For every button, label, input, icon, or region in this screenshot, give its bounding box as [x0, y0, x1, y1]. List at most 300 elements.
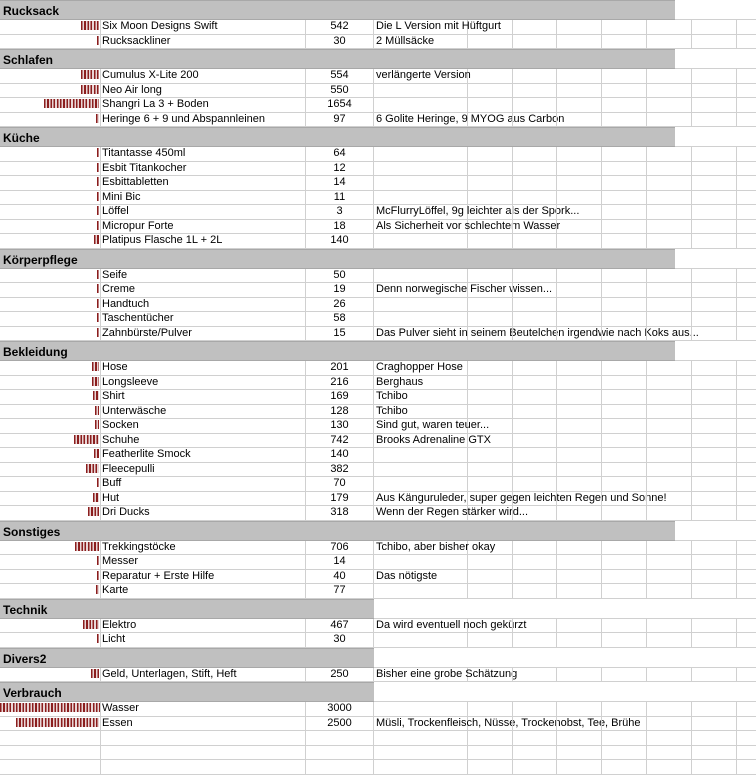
- item-name-cell[interactable]: Zahnbürste/Pulver: [101, 327, 306, 341]
- empty-cell[interactable]: [647, 361, 692, 375]
- empty-cell[interactable]: [737, 98, 756, 112]
- empty-cell[interactable]: [513, 419, 557, 433]
- weight-bar-cell[interactable]: [0, 234, 101, 248]
- item-note-cell[interactable]: Das nötigste: [374, 570, 468, 584]
- empty-cell[interactable]: [647, 376, 692, 390]
- empty-cell[interactable]: [513, 327, 557, 341]
- empty-cell[interactable]: [468, 760, 513, 774]
- empty-cell[interactable]: [692, 555, 737, 569]
- empty-cell[interactable]: [557, 668, 602, 682]
- empty-cell[interactable]: [513, 191, 557, 205]
- item-note-cell[interactable]: Tchibo, aber bisher okay: [376, 540, 496, 553]
- item-name-cell[interactable]: Platipus Flasche 1L + 2L: [101, 234, 306, 248]
- weight-bar-cell[interactable]: [0, 506, 101, 520]
- empty-cell[interactable]: [647, 619, 692, 633]
- item-note-cell[interactable]: Brooks Adrenaline GTX: [376, 433, 491, 446]
- empty-cell[interactable]: [692, 731, 737, 745]
- empty-cell[interactable]: [737, 234, 756, 248]
- empty-cell[interactable]: [557, 731, 602, 745]
- weight-bar-cell[interactable]: [0, 312, 101, 326]
- empty-cell[interactable]: [557, 361, 602, 375]
- empty-cell[interactable]: [557, 69, 602, 83]
- empty-cell[interactable]: [513, 147, 557, 161]
- item-note-cell[interactable]: [374, 191, 468, 205]
- weight-bar-cell[interactable]: [0, 419, 101, 433]
- item-note-cell[interactable]: Das Pulver sieht in seinem Beutelchen irgendwie nach Koks aus...: [376, 326, 699, 339]
- weight-bar-cell[interactable]: [0, 283, 101, 297]
- item-name-cell[interactable]: Six Moon Designs Swift: [101, 20, 306, 34]
- empty-cell[interactable]: [737, 376, 756, 390]
- item-name-cell[interactable]: Shirt: [101, 390, 306, 404]
- empty-cell[interactable]: [306, 731, 374, 745]
- empty-cell[interactable]: [692, 312, 737, 326]
- empty-cell[interactable]: [692, 668, 737, 682]
- item-name-cell[interactable]: Hut: [101, 492, 306, 506]
- item-note-cell[interactable]: verlängerte Version: [376, 69, 471, 81]
- empty-cell[interactable]: [557, 633, 602, 647]
- empty-cell[interactable]: [557, 717, 602, 731]
- weight-bar-cell[interactable]: [0, 205, 101, 219]
- empty-cell[interactable]: [468, 419, 513, 433]
- empty-cell[interactable]: [513, 717, 557, 731]
- empty-cell[interactable]: [602, 506, 647, 520]
- item-weight-cell[interactable]: 201: [306, 361, 374, 375]
- section-title[interactable]: Küche: [0, 127, 675, 147]
- empty-cell[interactable]: [647, 570, 692, 584]
- empty-cell[interactable]: [647, 220, 692, 234]
- empty-cell[interactable]: [557, 312, 602, 326]
- empty-cell[interactable]: [513, 361, 557, 375]
- empty-cell[interactable]: [468, 506, 513, 520]
- empty-cell[interactable]: [513, 506, 557, 520]
- item-name-cell[interactable]: Seife: [101, 269, 306, 283]
- weight-bar-cell[interactable]: [0, 390, 101, 404]
- empty-cell[interactable]: [647, 205, 692, 219]
- item-weight-cell[interactable]: 19: [306, 283, 374, 297]
- empty-cell[interactable]: [557, 20, 602, 34]
- item-weight-cell[interactable]: 14: [306, 176, 374, 190]
- item-weight-cell[interactable]: 77: [306, 584, 374, 598]
- empty-cell[interactable]: [737, 506, 756, 520]
- empty-cell[interactable]: [557, 584, 602, 598]
- item-note-cell[interactable]: [374, 448, 468, 462]
- empty-cell[interactable]: [557, 702, 602, 716]
- item-name-cell[interactable]: Messer: [101, 555, 306, 569]
- empty-cell[interactable]: [737, 434, 756, 448]
- empty-cell[interactable]: [692, 234, 737, 248]
- empty-cell[interactable]: [306, 760, 374, 774]
- item-weight-cell[interactable]: 216: [306, 376, 374, 390]
- empty-cell[interactable]: [647, 176, 692, 190]
- empty-cell[interactable]: [692, 702, 737, 716]
- empty-cell[interactable]: [557, 405, 602, 419]
- empty-cell[interactable]: [737, 619, 756, 633]
- item-weight-cell[interactable]: 318: [306, 506, 374, 520]
- empty-cell[interactable]: [692, 746, 737, 760]
- empty-cell[interactable]: [468, 312, 513, 326]
- weight-bar-cell[interactable]: [0, 492, 101, 506]
- empty-cell[interactable]: [647, 84, 692, 98]
- item-note-cell[interactable]: Da wird eventuell noch gekürzt: [376, 618, 527, 631]
- weight-bar-cell[interactable]: [0, 35, 101, 49]
- empty-cell[interactable]: [602, 361, 647, 375]
- weight-bar-cell[interactable]: [0, 633, 101, 647]
- empty-cell[interactable]: [513, 619, 557, 633]
- weight-bar-cell[interactable]: [0, 191, 101, 205]
- item-note-cell[interactable]: [374, 584, 468, 598]
- item-weight-cell[interactable]: 706: [306, 541, 374, 555]
- item-name-cell[interactable]: Titantasse 450ml: [101, 147, 306, 161]
- empty-cell[interactable]: [647, 702, 692, 716]
- empty-cell[interactable]: [513, 113, 557, 127]
- empty-cell[interactable]: [647, 234, 692, 248]
- item-name-cell[interactable]: Cumulus X-Lite 200: [101, 69, 306, 83]
- item-name-cell[interactable]: Taschentücher: [101, 312, 306, 326]
- item-name-cell[interactable]: Unterwäsche: [101, 405, 306, 419]
- item-weight-cell[interactable]: 140: [306, 234, 374, 248]
- item-name-cell[interactable]: Wasser: [101, 702, 306, 716]
- empty-cell[interactable]: [468, 283, 513, 297]
- empty-cell[interactable]: [468, 731, 513, 745]
- item-note-cell[interactable]: McFlurryLöffel, 9g leichter als der Spork...: [376, 205, 580, 217]
- empty-cell[interactable]: [602, 633, 647, 647]
- empty-cell[interactable]: [513, 298, 557, 312]
- empty-cell[interactable]: [468, 113, 513, 127]
- empty-cell[interactable]: [602, 463, 647, 477]
- empty-cell[interactable]: [692, 191, 737, 205]
- item-note-cell[interactable]: Berghaus: [374, 376, 468, 390]
- section-title[interactable]: Verbrauch: [0, 682, 374, 702]
- empty-cell[interactable]: [557, 448, 602, 462]
- weight-bar-cell[interactable]: [0, 327, 101, 341]
- empty-cell[interactable]: [468, 69, 513, 83]
- empty-cell[interactable]: [602, 147, 647, 161]
- empty-cell[interactable]: [306, 746, 374, 760]
- item-name-cell[interactable]: Elektro: [101, 619, 306, 633]
- empty-cell[interactable]: [647, 298, 692, 312]
- empty-cell[interactable]: [737, 361, 756, 375]
- empty-cell[interactable]: [737, 541, 756, 555]
- weight-bar-cell[interactable]: [0, 619, 101, 633]
- empty-cell[interactable]: [692, 283, 737, 297]
- empty-cell[interactable]: [513, 731, 557, 745]
- empty-cell[interactable]: [101, 731, 306, 745]
- empty-cell[interactable]: [468, 448, 513, 462]
- empty-cell[interactable]: [692, 492, 737, 506]
- empty-cell[interactable]: [737, 298, 756, 312]
- empty-cell[interactable]: [647, 283, 692, 297]
- empty-cell[interactable]: [602, 205, 647, 219]
- empty-cell[interactable]: [468, 269, 513, 283]
- item-name-cell[interactable]: Schuhe: [101, 434, 306, 448]
- empty-cell[interactable]: [602, 405, 647, 419]
- item-weight-cell[interactable]: 554: [306, 69, 374, 83]
- section-title[interactable]: Schlafen: [0, 49, 675, 69]
- section-title[interactable]: Körperpflege: [0, 249, 675, 269]
- empty-cell[interactable]: [737, 405, 756, 419]
- item-weight-cell[interactable]: 250: [306, 668, 374, 682]
- item-name-cell[interactable]: Trekkingstöcke: [101, 541, 306, 555]
- empty-cell[interactable]: [513, 312, 557, 326]
- item-name-cell[interactable]: Reparatur + Erste Hilfe: [101, 570, 306, 584]
- item-note-cell[interactable]: [374, 633, 468, 647]
- weight-bar-cell[interactable]: [0, 361, 101, 375]
- empty-cell[interactable]: [692, 619, 737, 633]
- empty-cell[interactable]: [737, 448, 756, 462]
- empty-cell[interactable]: [513, 746, 557, 760]
- empty-cell[interactable]: [602, 84, 647, 98]
- empty-cell[interactable]: [468, 541, 513, 555]
- item-note-cell[interactable]: [374, 463, 468, 477]
- empty-cell[interactable]: [602, 477, 647, 491]
- empty-cell[interactable]: [692, 390, 737, 404]
- empty-cell[interactable]: [468, 405, 513, 419]
- item-name-cell[interactable]: Buff: [101, 477, 306, 491]
- empty-cell[interactable]: [468, 492, 513, 506]
- empty-cell[interactable]: [374, 746, 468, 760]
- weight-bar-cell[interactable]: [0, 702, 101, 716]
- empty-cell[interactable]: [602, 234, 647, 248]
- item-weight-cell[interactable]: 97: [306, 113, 374, 127]
- empty-cell[interactable]: [0, 746, 101, 760]
- empty-cell[interactable]: [647, 327, 692, 341]
- empty-cell[interactable]: [737, 668, 756, 682]
- empty-cell[interactable]: [468, 717, 513, 731]
- empty-cell[interactable]: [647, 492, 692, 506]
- section-title[interactable]: Divers2: [0, 648, 374, 668]
- empty-cell[interactable]: [557, 506, 602, 520]
- empty-cell[interactable]: [647, 633, 692, 647]
- empty-cell[interactable]: [468, 205, 513, 219]
- empty-cell[interactable]: [513, 434, 557, 448]
- empty-cell[interactable]: [513, 405, 557, 419]
- empty-cell[interactable]: [692, 69, 737, 83]
- weight-bar-cell[interactable]: [0, 570, 101, 584]
- empty-cell[interactable]: [737, 477, 756, 491]
- item-name-cell[interactable]: Neo Air long: [101, 84, 306, 98]
- item-weight-cell[interactable]: 382: [306, 463, 374, 477]
- item-name-cell[interactable]: Longsleeve: [101, 376, 306, 390]
- section-title[interactable]: Technik: [0, 599, 374, 619]
- item-note-cell[interactable]: [374, 269, 468, 283]
- empty-cell[interactable]: [692, 20, 737, 34]
- empty-cell[interactable]: [647, 35, 692, 49]
- item-name-cell[interactable]: Fleecepulli: [101, 463, 306, 477]
- empty-cell[interactable]: [513, 555, 557, 569]
- weight-bar-cell[interactable]: [0, 668, 101, 682]
- empty-cell[interactable]: [557, 205, 602, 219]
- item-weight-cell[interactable]: 30: [306, 35, 374, 49]
- empty-cell[interactable]: [692, 376, 737, 390]
- empty-cell[interactable]: [737, 717, 756, 731]
- empty-cell[interactable]: [557, 191, 602, 205]
- empty-cell[interactable]: [602, 113, 647, 127]
- empty-cell[interactable]: [557, 746, 602, 760]
- empty-cell[interactable]: [602, 702, 647, 716]
- empty-cell[interactable]: [737, 584, 756, 598]
- empty-cell[interactable]: [468, 633, 513, 647]
- empty-cell[interactable]: [557, 492, 602, 506]
- empty-cell[interactable]: [692, 327, 737, 341]
- empty-cell[interactable]: [602, 176, 647, 190]
- empty-cell[interactable]: [647, 98, 692, 112]
- empty-cell[interactable]: [647, 555, 692, 569]
- item-weight-cell[interactable]: 3000: [306, 702, 374, 716]
- empty-cell[interactable]: [513, 702, 557, 716]
- empty-cell[interactable]: [468, 327, 513, 341]
- item-name-cell[interactable]: Geld, Unterlagen, Stift, Heft: [101, 668, 306, 682]
- weight-bar-cell[interactable]: [0, 376, 101, 390]
- empty-cell[interactable]: [647, 191, 692, 205]
- empty-cell[interactable]: [692, 113, 737, 127]
- empty-cell[interactable]: [513, 492, 557, 506]
- item-weight-cell[interactable]: 50: [306, 269, 374, 283]
- weight-bar-cell[interactable]: [0, 555, 101, 569]
- empty-cell[interactable]: [557, 570, 602, 584]
- empty-cell[interactable]: [513, 668, 557, 682]
- empty-cell[interactable]: [513, 390, 557, 404]
- weight-bar-cell[interactable]: [0, 20, 101, 34]
- weight-bar-cell[interactable]: [0, 98, 101, 112]
- item-name-cell[interactable]: Mini Bic: [101, 191, 306, 205]
- empty-cell[interactable]: [737, 84, 756, 98]
- empty-cell[interactable]: [513, 162, 557, 176]
- empty-cell[interactable]: [468, 463, 513, 477]
- empty-cell[interactable]: [557, 220, 602, 234]
- empty-cell[interactable]: [602, 619, 647, 633]
- empty-cell[interactable]: [468, 702, 513, 716]
- empty-cell[interactable]: [468, 477, 513, 491]
- empty-cell[interactable]: [468, 191, 513, 205]
- empty-cell[interactable]: [737, 20, 756, 34]
- item-name-cell[interactable]: Essen: [101, 717, 306, 731]
- empty-cell[interactable]: [602, 668, 647, 682]
- item-note-cell[interactable]: Tchibo: [374, 405, 468, 419]
- section-title[interactable]: Sonstiges: [0, 521, 675, 541]
- empty-cell[interactable]: [692, 176, 737, 190]
- item-weight-cell[interactable]: 1654: [306, 98, 374, 112]
- empty-cell[interactable]: [557, 760, 602, 774]
- empty-cell[interactable]: [647, 506, 692, 520]
- empty-cell[interactable]: [737, 419, 756, 433]
- empty-cell[interactable]: [557, 298, 602, 312]
- item-weight-cell[interactable]: 58: [306, 312, 374, 326]
- empty-cell[interactable]: [692, 506, 737, 520]
- empty-cell[interactable]: [513, 283, 557, 297]
- item-weight-cell[interactable]: 2500: [306, 717, 374, 731]
- item-weight-cell[interactable]: 128: [306, 405, 374, 419]
- empty-cell[interactable]: [692, 584, 737, 598]
- item-weight-cell[interactable]: 550: [306, 84, 374, 98]
- item-name-cell[interactable]: Shangri La 3 + Boden: [101, 98, 306, 112]
- item-note-cell[interactable]: Bisher eine grobe Schätzung: [376, 667, 518, 680]
- empty-cell[interactable]: [602, 584, 647, 598]
- empty-cell[interactable]: [557, 327, 602, 341]
- empty-cell[interactable]: [737, 570, 756, 584]
- empty-cell[interactable]: [602, 69, 647, 83]
- empty-cell[interactable]: [692, 477, 737, 491]
- weight-bar-cell[interactable]: [0, 448, 101, 462]
- empty-cell[interactable]: [602, 541, 647, 555]
- empty-cell[interactable]: [737, 327, 756, 341]
- empty-cell[interactable]: [513, 176, 557, 190]
- item-name-cell[interactable]: Esbit Titankocher: [101, 162, 306, 176]
- item-note-cell[interactable]: 2 Müllsäcke: [374, 35, 468, 49]
- empty-cell[interactable]: [692, 162, 737, 176]
- empty-cell[interactable]: [737, 191, 756, 205]
- empty-cell[interactable]: [647, 668, 692, 682]
- item-note-cell[interactable]: Als Sicherheit vor schlechtem Wasser: [376, 219, 561, 232]
- item-note-cell[interactable]: [374, 312, 468, 326]
- weight-bar-cell[interactable]: [0, 541, 101, 555]
- item-name-cell[interactable]: Hose: [101, 361, 306, 375]
- empty-cell[interactable]: [647, 162, 692, 176]
- empty-cell[interactable]: [737, 69, 756, 83]
- item-weight-cell[interactable]: 542: [306, 20, 374, 34]
- empty-cell[interactable]: [737, 162, 756, 176]
- weight-bar-cell[interactable]: [0, 113, 101, 127]
- empty-cell[interactable]: [468, 361, 513, 375]
- item-name-cell[interactable]: Esbittabletten: [101, 176, 306, 190]
- empty-cell[interactable]: [602, 419, 647, 433]
- item-note-cell[interactable]: [374, 702, 468, 716]
- empty-cell[interactable]: [602, 35, 647, 49]
- item-name-cell[interactable]: Karte: [101, 584, 306, 598]
- empty-cell[interactable]: [602, 717, 647, 731]
- empty-cell[interactable]: [557, 113, 602, 127]
- empty-cell[interactable]: [737, 702, 756, 716]
- empty-cell[interactable]: [737, 147, 756, 161]
- item-note-cell[interactable]: [374, 234, 468, 248]
- item-weight-cell[interactable]: 26: [306, 298, 374, 312]
- item-note-cell[interactable]: [374, 176, 468, 190]
- weight-bar-cell[interactable]: [0, 269, 101, 283]
- empty-cell[interactable]: [557, 463, 602, 477]
- empty-cell[interactable]: [692, 269, 737, 283]
- empty-cell[interactable]: [692, 633, 737, 647]
- weight-bar-cell[interactable]: [0, 220, 101, 234]
- empty-cell[interactable]: [692, 361, 737, 375]
- empty-cell[interactable]: [513, 205, 557, 219]
- item-note-cell[interactable]: [374, 298, 468, 312]
- item-note-cell[interactable]: [374, 477, 468, 491]
- item-weight-cell[interactable]: 70: [306, 477, 374, 491]
- item-note-cell[interactable]: Sind gut, waren teuer...: [376, 419, 490, 431]
- empty-cell[interactable]: [557, 35, 602, 49]
- item-weight-cell[interactable]: 40: [306, 570, 374, 584]
- empty-cell[interactable]: [602, 570, 647, 584]
- empty-cell[interactable]: [602, 492, 647, 506]
- empty-cell[interactable]: [468, 234, 513, 248]
- empty-cell[interactable]: [468, 147, 513, 161]
- empty-cell[interactable]: [557, 176, 602, 190]
- empty-cell[interactable]: [602, 376, 647, 390]
- empty-cell[interactable]: [692, 717, 737, 731]
- weight-bar-cell[interactable]: [0, 176, 101, 190]
- empty-cell[interactable]: [513, 269, 557, 283]
- empty-cell[interactable]: [737, 555, 756, 569]
- empty-cell[interactable]: [692, 84, 737, 98]
- item-weight-cell[interactable]: 130: [306, 419, 374, 433]
- empty-cell[interactable]: [557, 419, 602, 433]
- empty-cell[interactable]: [468, 619, 513, 633]
- empty-cell[interactable]: [557, 283, 602, 297]
- weight-bar-cell[interactable]: [0, 84, 101, 98]
- empty-cell[interactable]: [737, 269, 756, 283]
- empty-cell[interactable]: [513, 570, 557, 584]
- empty-cell[interactable]: [692, 434, 737, 448]
- empty-cell[interactable]: [468, 98, 513, 112]
